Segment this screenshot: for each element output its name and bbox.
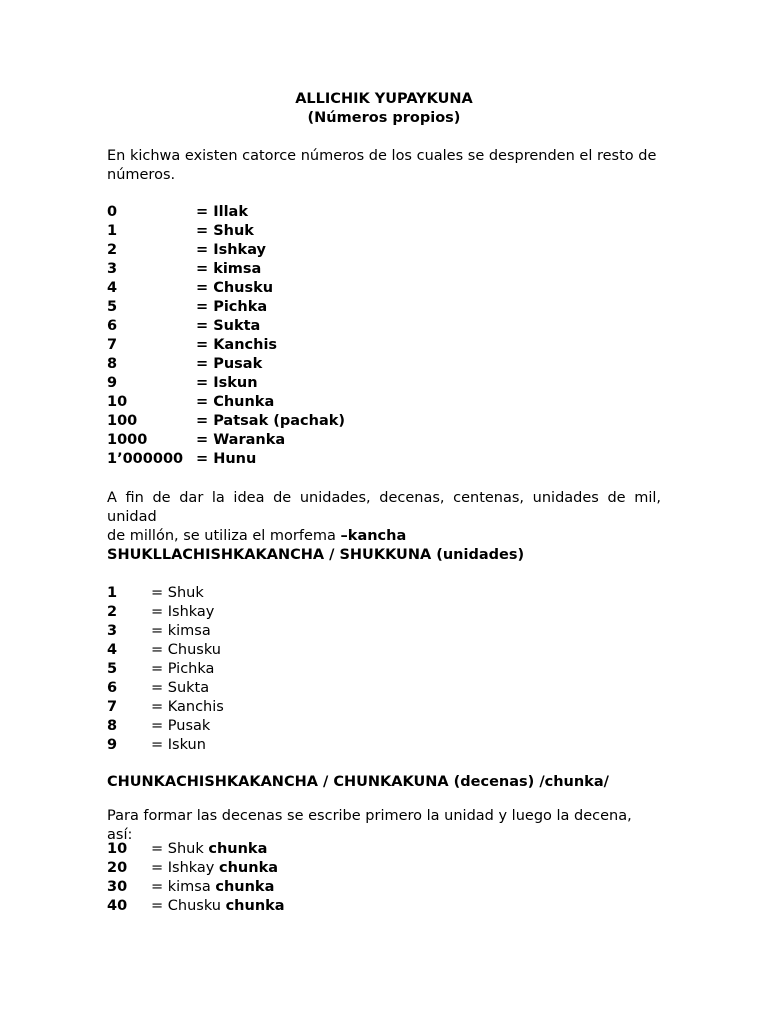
row-number: 1000 — [107, 432, 148, 448]
row-value — [196, 355, 262, 374]
row-number: 8 — [107, 356, 118, 372]
row-word: = Sukta — [196, 318, 261, 334]
row-word: = Shuk — [196, 223, 254, 239]
row-number: 3 — [107, 261, 118, 277]
morpheme-line-2: de millón, se utiliza el morfema — [107, 528, 341, 544]
document-title: ALLICHIK YUPAYKUNA — [295, 91, 473, 107]
row-value — [151, 840, 267, 859]
intro-paragraph — [107, 147, 661, 185]
row-word: = Chusku — [196, 280, 274, 296]
row-number: 7 — [107, 337, 118, 353]
intro-line-1: En kichwa existen catorce números de los cuales se desprenden el resto de — [107, 148, 657, 164]
row-word: = Shuk — [151, 841, 209, 857]
row-value — [151, 698, 224, 717]
row-value — [151, 622, 211, 641]
row-value — [196, 450, 256, 469]
row-word: = Pusak — [196, 356, 263, 372]
row-value — [196, 203, 248, 222]
row-word: = Patsak (pachak) — [196, 413, 346, 429]
row-word: = Kanchis — [151, 699, 224, 715]
row-word: = Chusku — [151, 898, 226, 914]
row-word: = Ishkay — [151, 860, 219, 876]
intro-line-2: números. — [107, 167, 176, 183]
row-value — [151, 897, 285, 916]
row-value — [196, 260, 261, 279]
row-number: 2 — [107, 242, 118, 258]
row-number: 3 — [107, 623, 118, 639]
morpheme-paragraph — [107, 489, 661, 546]
row-word: = Pichka — [196, 299, 268, 315]
row-word: = kimsa — [196, 261, 262, 277]
row-word: = Ishkay — [151, 604, 215, 620]
row-value — [196, 412, 345, 431]
row-word: = Ishkay — [196, 242, 266, 258]
row-value — [196, 393, 274, 412]
row-number: 10 — [107, 841, 128, 857]
row-value — [151, 584, 204, 603]
row-word: = Shuk — [151, 585, 204, 601]
row-number: 30 — [107, 879, 128, 895]
units-heading: SHUKLLACHISHKAKANCHA / SHUKKUNA (unidades) — [107, 547, 525, 563]
row-suffix: chunka — [215, 879, 275, 895]
row-value — [151, 660, 214, 679]
row-number: 9 — [107, 375, 118, 391]
row-value — [151, 641, 221, 660]
row-number: 4 — [107, 280, 118, 296]
row-number: 5 — [107, 661, 118, 677]
morpheme-term: –kancha — [340, 528, 407, 544]
document-subtitle: (Números propios) — [307, 110, 461, 126]
morpheme-line-1: A fin de dar la idea de unidades, decenas, centenas, unidades de mil, unidad — [107, 490, 661, 525]
row-number: 1 — [107, 585, 118, 601]
row-word: = Waranka — [196, 432, 286, 448]
row-number: 1’000000 — [107, 451, 184, 467]
row-value — [196, 374, 258, 393]
row-suffix: chunka — [225, 898, 285, 914]
row-number: 9 — [107, 737, 118, 753]
row-number: 4 — [107, 642, 118, 658]
row-number: 6 — [107, 318, 118, 334]
row-word: = Chunka — [196, 394, 275, 410]
tens-heading: CHUNKACHISHKAKANCHA / CHUNKAKUNA (decenas) /chunka/ — [107, 774, 609, 790]
row-word: = Iskun — [196, 375, 258, 391]
row-value — [196, 241, 266, 260]
row-value — [196, 298, 267, 317]
row-number: 1 — [107, 223, 118, 239]
row-number: 40 — [107, 898, 128, 914]
row-word: = Kanchis — [196, 337, 278, 353]
row-word: = Pusak — [151, 718, 211, 734]
row-word: = Iskun — [151, 737, 206, 753]
row-value — [151, 717, 210, 736]
row-number: 6 — [107, 680, 118, 696]
row-number: 20 — [107, 860, 128, 876]
row-value — [196, 336, 277, 355]
row-number: 2 — [107, 604, 118, 620]
row-number: 8 — [107, 718, 118, 734]
row-number: 100 — [107, 413, 138, 429]
row-value — [196, 431, 285, 450]
row-number: 10 — [107, 394, 128, 410]
row-word: = Hunu — [196, 451, 257, 467]
row-number: 7 — [107, 699, 118, 715]
row-value — [151, 603, 214, 622]
row-value — [196, 317, 260, 336]
row-value — [151, 736, 206, 755]
row-value — [151, 859, 278, 878]
row-value — [196, 222, 254, 241]
row-word: = Sukta — [151, 680, 210, 696]
tens-intro: Para formar las decenas se escribe primero la unidad y luego la decena, así: — [107, 808, 632, 843]
row-word: = Illak — [196, 204, 248, 220]
row-suffix: chunka — [208, 841, 268, 857]
row-word: = kimsa — [151, 623, 211, 639]
row-word: = kimsa — [151, 879, 216, 895]
row-suffix: chunka — [219, 860, 278, 876]
row-value — [196, 279, 273, 298]
row-number: 5 — [107, 299, 118, 315]
row-word: = Pichka — [151, 661, 215, 677]
row-value — [151, 679, 209, 698]
row-word: = Chusku — [151, 642, 221, 658]
row-value — [151, 878, 274, 897]
row-number: 0 — [107, 204, 118, 220]
